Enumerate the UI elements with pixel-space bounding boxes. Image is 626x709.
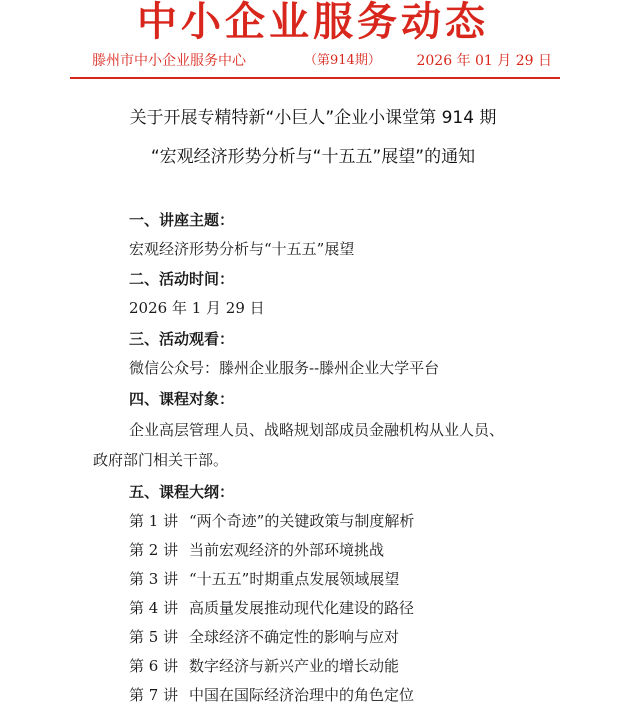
section-heading-audience: 四、课程对象： xyxy=(129,390,235,408)
lecture-item xyxy=(129,510,414,532)
section-heading-watch: 三、活动观看： xyxy=(129,330,235,348)
issue-info-bar xyxy=(92,50,552,72)
lecture-title: “两个奇迹”的关键政策与制度解析 xyxy=(189,512,415,530)
issue-date: 2026 年 01 月 29 日 xyxy=(416,53,552,69)
section-heading-outline: 五、课程大纲： xyxy=(129,483,235,501)
section-text-watch: 微信公众号：滕州企业服务--滕州企业大学平台 xyxy=(129,359,440,377)
section-heading-topic: 一、讲座主题： xyxy=(129,211,235,229)
lecture-item xyxy=(129,568,399,590)
lecture-item xyxy=(129,597,414,619)
masthead-title: 中小企业服务动态 xyxy=(137,0,489,45)
lecture-item xyxy=(129,539,384,561)
lecture-title: 当前宏观经济的外部环境挑战 xyxy=(189,541,385,559)
lecture-title: 高质量发展推动现代化建设的路径 xyxy=(189,599,415,617)
lecture-title: 全球经济不确定性的影响与应对 xyxy=(189,628,400,646)
lecture-title: “十五五”时期重点发展领域展望 xyxy=(189,570,400,588)
lecture-number: 第 5 讲 xyxy=(129,628,179,646)
lecture-number: 第 2 讲 xyxy=(129,541,179,559)
organization-name: 滕州市中小企业服务中心 xyxy=(92,53,246,69)
lecture-number: 第 1 讲 xyxy=(129,512,179,530)
lecture-item xyxy=(129,655,399,677)
section-text-topic: 宏观经济形势分析与“十五五”展望 xyxy=(129,240,355,258)
lecture-item xyxy=(129,684,414,706)
section-heading-time: 二、活动时间： xyxy=(129,270,235,288)
lecture-number: 第 6 讲 xyxy=(129,657,179,675)
lecture-item xyxy=(129,626,399,648)
notice-title-line-1: 关于开展专精特新“小巨人”企业小课堂第 914 期 xyxy=(129,108,497,128)
header-divider xyxy=(70,77,560,79)
issue-number: （第914期） xyxy=(304,53,381,68)
lecture-title: 数字经济与新兴产业的增长动能 xyxy=(189,657,400,675)
lecture-title: 中国在国际经济治理中的角色定位 xyxy=(189,686,415,704)
lecture-number: 第 7 讲 xyxy=(129,686,179,704)
lecture-number: 第 4 讲 xyxy=(129,599,179,617)
section-text-time: 2026 年 1 月 29 日 xyxy=(129,299,265,317)
section-text-audience-line-2: 政府部门相关干部。 xyxy=(93,451,229,469)
section-text-audience-line-1: 企业高层管理人员、战略规划部成员金融机构从业人员、 xyxy=(129,421,505,439)
lecture-number: 第 3 讲 xyxy=(129,570,179,588)
notice-title-line-2: “宏观经济形势分析与“十五五”展望”的通知 xyxy=(150,147,476,167)
